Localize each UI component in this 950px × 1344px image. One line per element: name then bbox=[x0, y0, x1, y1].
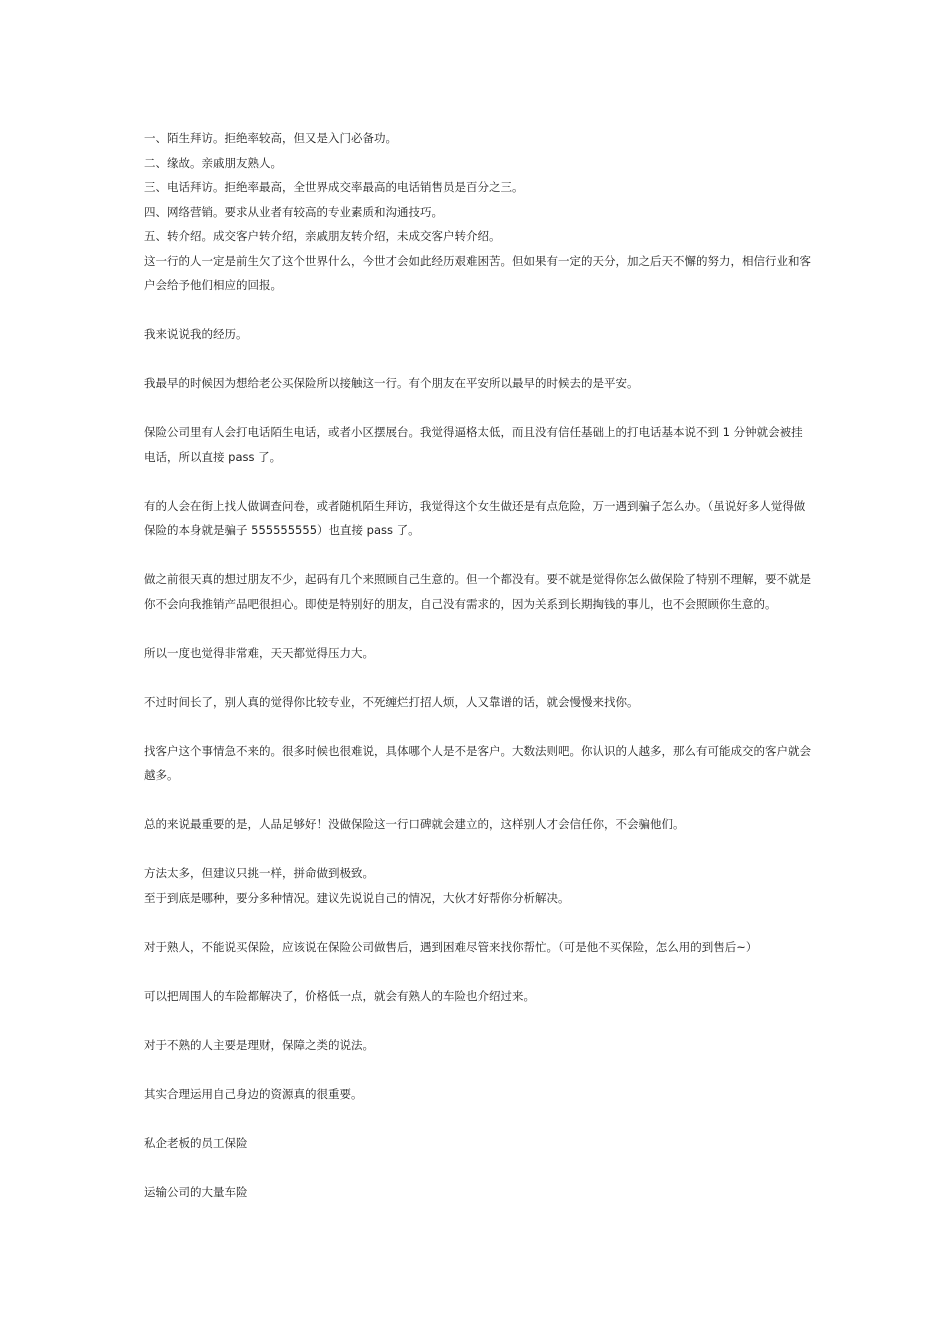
friends-paragraph: 做之前很天真的想过朋友不少，起码有几个来照顾自己生意的。但一个都没有。要不就是觉得你怎么做保险了特别不理解，要不就是你不会向我推销产品吧很担心。即使是特别好的朋友，自己没有需求的，因为关系到长期掏钱的事儿，也不会照顾你生意的。 bbox=[144, 572, 811, 611]
list-item-relatives: 二、缘故。亲戚朋友熟人。 bbox=[144, 155, 282, 170]
list-item-online-marketing: 四、网络营销。要求从业者有较高的专业素质和沟通技巧。 bbox=[144, 204, 443, 219]
methods-paragraph: 方法太多，但建议只挑一样，拼命做到极致。 bbox=[144, 866, 374, 880]
intro-paragraph: 这一行的人一定是前生欠了这个世界什么，今世才会如此经历艰难困苦。但如果有一定的天分，加之后天不懈的努力，相信行业和客户会给予他们相应的回报。 bbox=[144, 253, 811, 292]
paragraph-gap bbox=[144, 1155, 812, 1180]
document-body bbox=[144, 126, 812, 1204]
over-time-paragraph: 不过时间长了，别人真的觉得你比较专业，不死缠烂打招人烦，人又靠谱的话，就会慢慢来找你。 bbox=[144, 694, 639, 709]
paragraph-gap bbox=[144, 959, 812, 984]
first-contact-paragraph: 我最早的时候因为想给老公买保险所以接触这一行。有个朋友在平安所以最早的时候去的是平安。 bbox=[144, 376, 639, 390]
paragraph-gap bbox=[144, 543, 812, 568]
paragraph-gap bbox=[144, 347, 812, 372]
car-insurance-paragraph: 可以把周围人的车险都解决了，价格低一点，就会有熟人的车险也介绍过来。 bbox=[144, 988, 535, 1003]
big-numbers-paragraph: 找客户这个事情急不来的。很多时候也很难说，具体哪个人是不是客户。大数法则吧。你认识的人越多，那么有可能成交的客户就会越多。 bbox=[144, 743, 811, 782]
experience-intro-paragraph: 我来说说我的经历。 bbox=[144, 327, 248, 341]
private-boss-paragraph: 私企老板的员工保险 bbox=[144, 1135, 248, 1150]
acquaintances-paragraph: 对于熟人，不能说买保险，应该说在保险公司做售后，遇到困难尽管来找你帮忙。（可是他不买保险，怎么用的到售后~） bbox=[144, 939, 758, 954]
transport-company-paragraph: 运输公司的大量车险 bbox=[144, 1184, 248, 1199]
list-item-phone-visit: 三、电话拜访。拒绝率最高，全世界成交率最高的电话销售员是百分之三。 bbox=[144, 180, 524, 194]
paragraph-gap bbox=[144, 665, 812, 690]
pressure-paragraph: 所以一度也觉得非常难，天天都觉得压力大。 bbox=[144, 645, 374, 660]
paragraph-gap bbox=[144, 1057, 812, 1082]
which-method-paragraph: 至于到底是哪种，要分多种情况。建议先说说自己的情况，大伙才好帮你分析解决。 bbox=[144, 890, 570, 905]
paragraph-gap bbox=[144, 616, 812, 641]
resources-paragraph: 其实合理运用自己身边的资源真的很重要。 bbox=[144, 1086, 363, 1101]
paragraph-gap bbox=[144, 910, 812, 935]
character-paragraph: 总的来说最重要的是，人品足够好！没做保险这一行口碑就会建立的，这样别人才会信任你，不会骗他们。 bbox=[144, 817, 685, 831]
paragraph-gap bbox=[144, 298, 812, 323]
paragraph-gap bbox=[144, 1106, 812, 1131]
strangers-paragraph: 对于不熟的人主要是理财，保障之类的说法。 bbox=[144, 1037, 374, 1052]
street-survey-paragraph: 有的人会在街上找人做调查问卷，或者随机陌生拜访，我觉得这个女生做还是有点危险，万一遇到骗子怎么办。（虽说好多人觉得做保险的本身就是骗子 555555555）也直接 pass 了。 bbox=[144, 498, 806, 537]
paragraph-gap bbox=[144, 469, 812, 494]
list-item-referral: 五、转介绍。成交客户转介绍，亲戚朋友转介绍，未成交客户转介绍。 bbox=[144, 229, 501, 243]
paragraph-gap bbox=[144, 837, 812, 862]
paragraph-gap bbox=[144, 714, 812, 739]
phone-calls-paragraph: 保险公司里有人会打电话陌生电话，或者小区摆展台。我觉得逼格太低，而且没有信任基础上的打电话基本说不到 1 分钟就会被挂电话，所以直接 pass 了。 bbox=[144, 425, 803, 464]
list-item-cold-visit: 一、陌生拜访。拒绝率较高，但又是入门必备功。 bbox=[144, 131, 397, 145]
paragraph-gap bbox=[144, 1008, 812, 1033]
paragraph-gap bbox=[144, 396, 812, 421]
paragraph-gap bbox=[144, 788, 812, 813]
